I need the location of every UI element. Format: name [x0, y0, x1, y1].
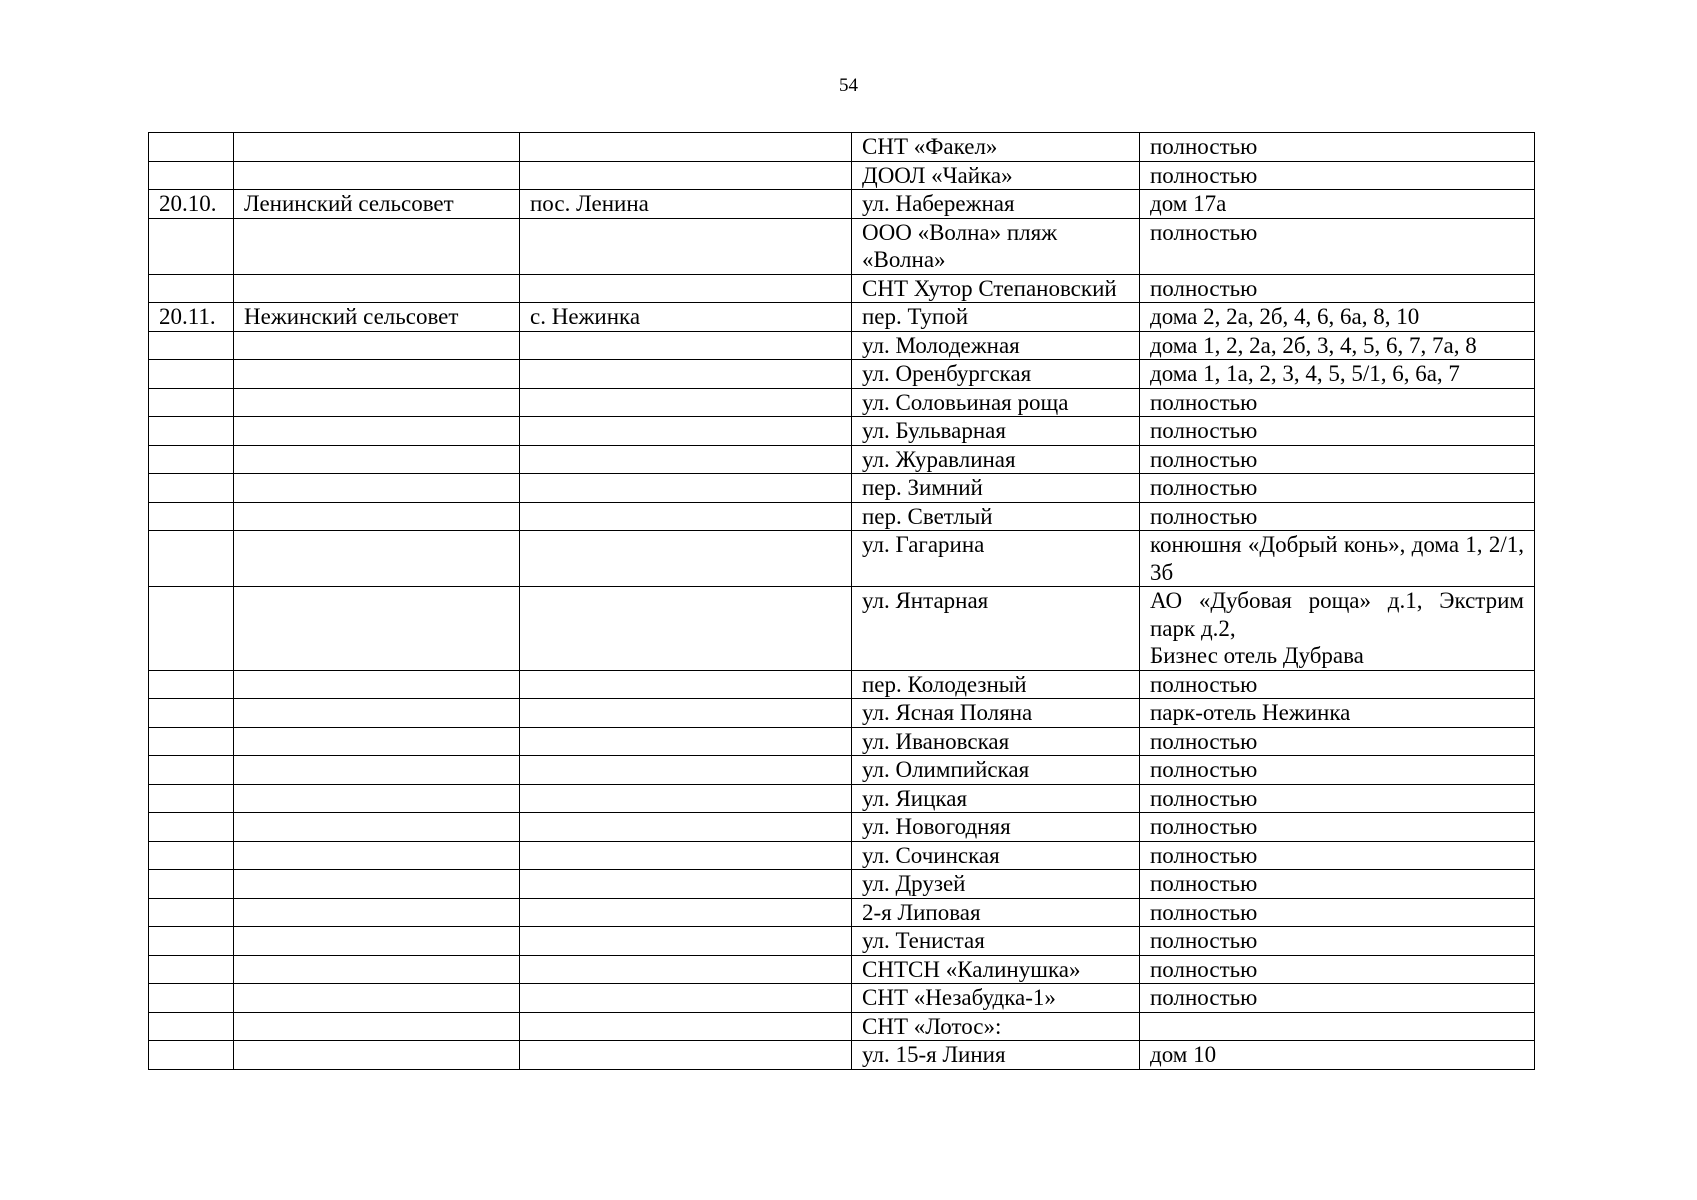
table-row — [149, 388, 1535, 417]
table-row — [149, 587, 1535, 671]
settlement-cell — [520, 756, 852, 785]
row-number-cell — [149, 699, 234, 728]
table-row — [149, 784, 1535, 813]
row-number-cell — [149, 445, 234, 474]
council-cell — [234, 813, 520, 842]
table-row — [149, 474, 1535, 503]
details-cell: полностью — [1140, 898, 1535, 927]
council-cell — [234, 984, 520, 1013]
table-row — [149, 813, 1535, 842]
council-cell — [234, 870, 520, 899]
details-cell: полностью — [1140, 927, 1535, 956]
table-row — [149, 699, 1535, 728]
row-number-cell — [149, 756, 234, 785]
details-cell: дома 1, 1а, 2, 3, 4, 5, 5/1, 6, 6а, 7 — [1140, 360, 1535, 389]
table-row — [149, 1012, 1535, 1041]
details-cell: полностью — [1140, 445, 1535, 474]
street-cell: 2-я Липовая — [852, 898, 1140, 927]
table-row — [149, 984, 1535, 1013]
street-cell: пер. Тупой — [852, 303, 1140, 332]
details-cell: полностью — [1140, 756, 1535, 785]
details-cell: дом 10 — [1140, 1041, 1535, 1070]
settlement-cell — [520, 670, 852, 699]
settlement-cell — [520, 445, 852, 474]
settlement-cell — [520, 502, 852, 531]
settlement-cell — [520, 531, 852, 587]
council-cell: Ленинский сельсовет — [234, 190, 520, 219]
details-cell: дом 17а — [1140, 190, 1535, 219]
settlement-cell — [520, 388, 852, 417]
details-cell: полностью — [1140, 274, 1535, 303]
row-number-cell — [149, 984, 234, 1013]
council-cell — [234, 161, 520, 190]
council-cell — [234, 784, 520, 813]
row-number-cell — [149, 502, 234, 531]
settlement-cell — [520, 927, 852, 956]
table-row — [149, 927, 1535, 956]
row-number-cell — [149, 727, 234, 756]
row-number-cell — [149, 133, 234, 162]
settlement-cell — [520, 133, 852, 162]
settlement-cell — [520, 784, 852, 813]
street-cell: СНТ Хутор Степановский — [852, 274, 1140, 303]
details-cell: полностью — [1140, 870, 1535, 899]
settlement-cell — [520, 218, 852, 274]
street-cell: ул. Бульварная — [852, 417, 1140, 446]
table-row — [149, 870, 1535, 899]
settlement-cell — [520, 587, 852, 671]
table-body — [149, 133, 1535, 1070]
details-cell: полностью — [1140, 784, 1535, 813]
settlement-cell — [520, 161, 852, 190]
council-cell — [234, 474, 520, 503]
council-cell — [234, 955, 520, 984]
settlement-cell — [520, 331, 852, 360]
street-cell: ул. Журавлиная — [852, 445, 1140, 474]
council-cell — [234, 417, 520, 446]
details-cell: полностью — [1140, 161, 1535, 190]
table-row — [149, 898, 1535, 927]
row-number-cell — [149, 218, 234, 274]
street-cell: ул. Тенистая — [852, 927, 1140, 956]
row-number-cell — [149, 474, 234, 503]
settlement-cell — [520, 360, 852, 389]
row-number-cell — [149, 870, 234, 899]
details-cell: полностью — [1140, 670, 1535, 699]
settlement-cell — [520, 955, 852, 984]
street-cell: ул. Соловьиная роща — [852, 388, 1140, 417]
table-row — [149, 417, 1535, 446]
council-cell — [234, 502, 520, 531]
settlement-cell — [520, 898, 852, 927]
street-cell: ул. Оренбургская — [852, 360, 1140, 389]
table-row — [149, 1041, 1535, 1070]
settlement-cell — [520, 474, 852, 503]
details-cell: полностью — [1140, 417, 1535, 446]
row-number-cell — [149, 331, 234, 360]
row-number-cell — [149, 927, 234, 956]
council-cell — [234, 388, 520, 417]
details-cell: полностью — [1140, 841, 1535, 870]
row-number-cell — [149, 587, 234, 671]
council-cell — [234, 531, 520, 587]
street-cell: СНТСН «Калинушка» — [852, 955, 1140, 984]
table-row — [149, 841, 1535, 870]
settlement-cell — [520, 984, 852, 1013]
council-cell — [234, 1012, 520, 1041]
table-row — [149, 161, 1535, 190]
council-cell — [234, 587, 520, 671]
table-row — [149, 955, 1535, 984]
settlement-cell: с. Нежинка — [520, 303, 852, 332]
details-cell: конюшня «Добрый конь», дома 1, 2/1, 3б — [1140, 531, 1535, 587]
table-row — [149, 331, 1535, 360]
row-number-cell — [149, 784, 234, 813]
details-cell: полностью — [1140, 984, 1535, 1013]
details-cell: АО «Дубовая роща» д.1, Экстрим парк д.2, Бизнес отель Дубрава — [1140, 587, 1535, 671]
council-cell — [234, 756, 520, 785]
council-cell — [234, 699, 520, 728]
row-number-cell — [149, 1012, 234, 1041]
address-table — [148, 132, 1535, 1070]
table-row — [149, 756, 1535, 785]
council-cell: Нежинский сельсовет — [234, 303, 520, 332]
table-row — [149, 727, 1535, 756]
page-number: 54 — [839, 75, 858, 96]
row-number-cell — [149, 670, 234, 699]
council-cell — [234, 670, 520, 699]
table-row — [149, 133, 1535, 162]
settlement-cell — [520, 841, 852, 870]
council-cell — [234, 274, 520, 303]
row-number-cell — [149, 274, 234, 303]
street-cell: ул. Гагарина — [852, 531, 1140, 587]
details-cell: полностью — [1140, 474, 1535, 503]
table-row — [149, 218, 1535, 274]
row-number-cell — [149, 813, 234, 842]
details-cell: полностью — [1140, 388, 1535, 417]
street-cell: пер. Колодезный — [852, 670, 1140, 699]
details-cell: полностью — [1140, 133, 1535, 162]
street-cell: ул. Янтарная — [852, 587, 1140, 671]
table-row — [149, 445, 1535, 474]
council-cell — [234, 841, 520, 870]
settlement-cell — [520, 274, 852, 303]
settlement-cell — [520, 870, 852, 899]
street-cell: пер. Зимний — [852, 474, 1140, 503]
street-cell: ООО «Волна» пляж «Волна» — [852, 218, 1140, 274]
settlement-cell — [520, 1012, 852, 1041]
settlement-cell — [520, 699, 852, 728]
settlement-cell — [520, 727, 852, 756]
details-cell: парк-отель Нежинка — [1140, 699, 1535, 728]
details-cell: полностью — [1140, 727, 1535, 756]
street-cell: ул. Молодежная — [852, 331, 1140, 360]
details-cell: полностью — [1140, 813, 1535, 842]
row-number-cell — [149, 360, 234, 389]
row-number-cell — [149, 1041, 234, 1070]
street-cell: СНТ «Лотос»: — [852, 1012, 1140, 1041]
row-number-cell — [149, 388, 234, 417]
table-row — [149, 502, 1535, 531]
table-row — [149, 303, 1535, 332]
council-cell — [234, 727, 520, 756]
table-row — [149, 360, 1535, 389]
street-cell: ул. Новогодняя — [852, 813, 1140, 842]
table-row — [149, 190, 1535, 219]
details-cell: полностью — [1140, 502, 1535, 531]
street-cell: ул. Ясная Поляна — [852, 699, 1140, 728]
row-number-cell — [149, 531, 234, 587]
street-cell: пер. Светлый — [852, 502, 1140, 531]
council-cell — [234, 133, 520, 162]
row-number-cell — [149, 417, 234, 446]
street-cell: ул. Друзей — [852, 870, 1140, 899]
street-cell: СНТ «Незабудка-1» — [852, 984, 1140, 1013]
settlement-cell — [520, 1041, 852, 1070]
settlement-cell — [520, 417, 852, 446]
row-number-cell: 20.11. — [149, 303, 234, 332]
council-cell — [234, 331, 520, 360]
table-row — [149, 274, 1535, 303]
row-number-cell — [149, 841, 234, 870]
row-number-cell — [149, 955, 234, 984]
council-cell — [234, 927, 520, 956]
street-cell: ул. Яицкая — [852, 784, 1140, 813]
row-number-cell: 20.10. — [149, 190, 234, 219]
details-cell: полностью — [1140, 218, 1535, 274]
council-cell — [234, 445, 520, 474]
council-cell — [234, 898, 520, 927]
table-row — [149, 531, 1535, 587]
street-cell: ул. Ивановская — [852, 727, 1140, 756]
table-row — [149, 670, 1535, 699]
settlement-cell — [520, 813, 852, 842]
street-cell: ул. Набережная — [852, 190, 1140, 219]
details-cell — [1140, 1012, 1535, 1041]
street-cell: СНТ «Факел» — [852, 133, 1140, 162]
details-cell: дома 1, 2, 2а, 2б, 3, 4, 5, 6, 7, 7а, 8 — [1140, 331, 1535, 360]
street-cell: ул. Олимпийская — [852, 756, 1140, 785]
council-cell — [234, 218, 520, 274]
street-cell: ул. 15-я Линия — [852, 1041, 1140, 1070]
settlement-cell: пос. Ленина — [520, 190, 852, 219]
row-number-cell — [149, 898, 234, 927]
details-cell: полностью — [1140, 955, 1535, 984]
council-cell — [234, 1041, 520, 1070]
street-cell: ул. Сочинская — [852, 841, 1140, 870]
details-cell: дома 2, 2а, 2б, 4, 6, 6а, 8, 10 — [1140, 303, 1535, 332]
street-cell: ДООЛ «Чайка» — [852, 161, 1140, 190]
council-cell — [234, 360, 520, 389]
row-number-cell — [149, 161, 234, 190]
